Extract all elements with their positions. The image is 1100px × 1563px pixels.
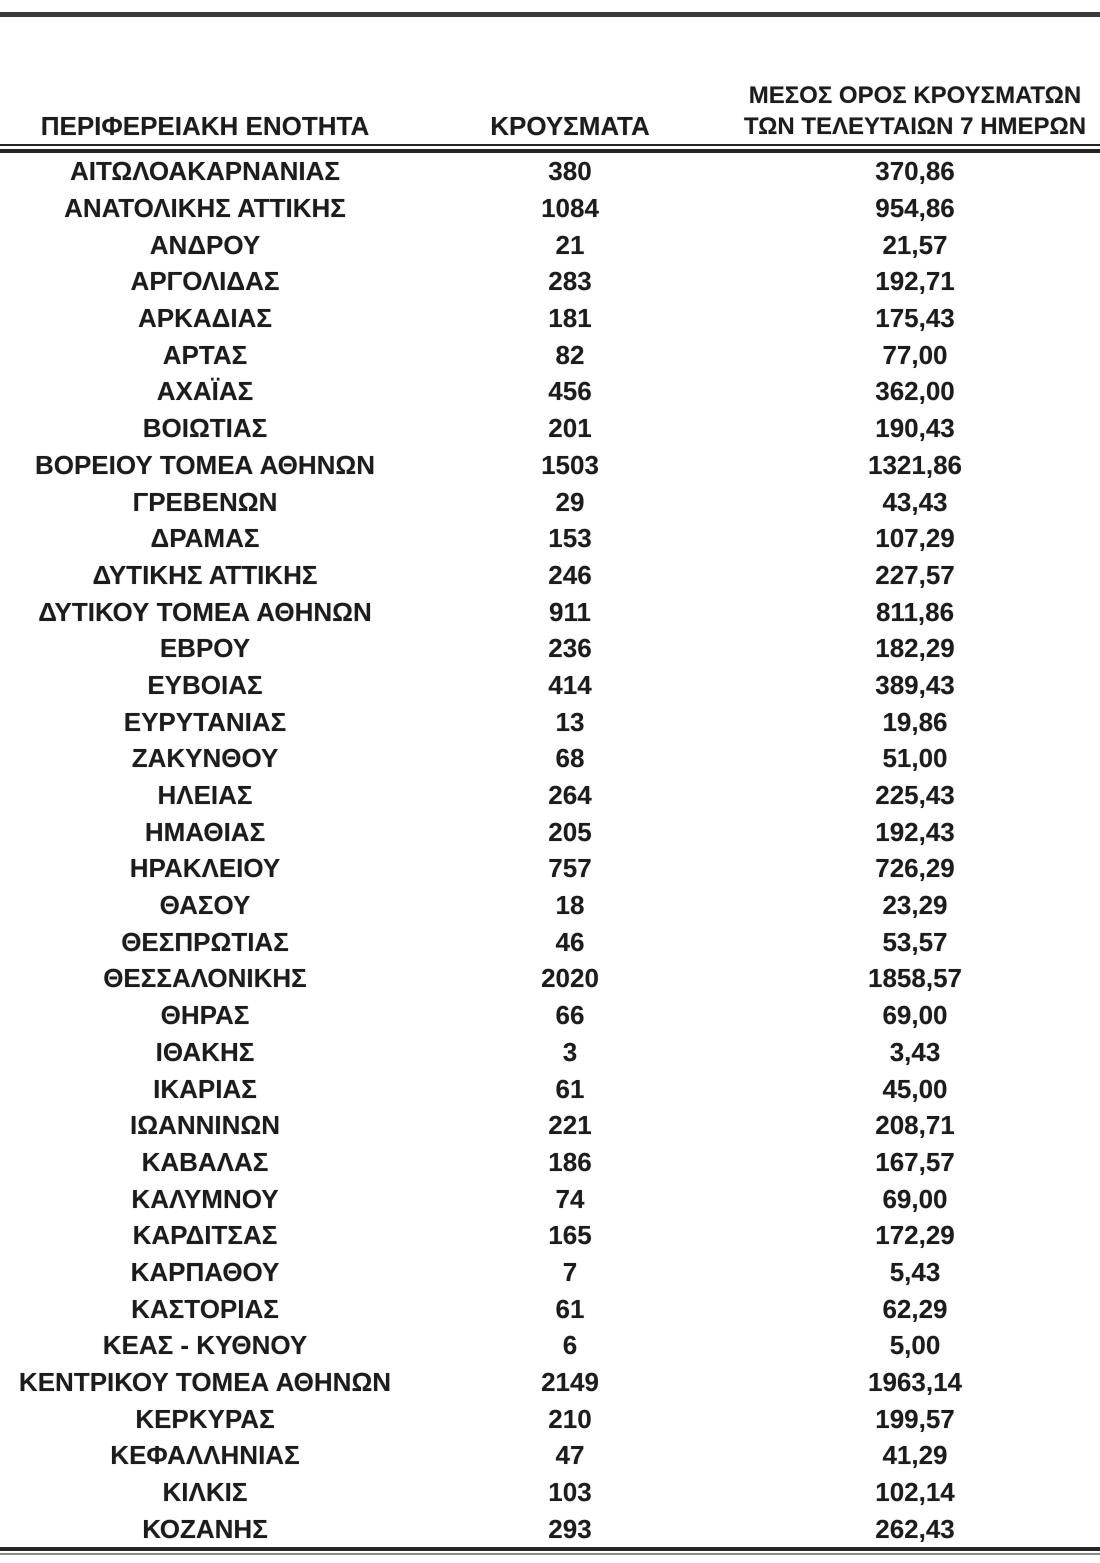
region-cell: ΚΑΒΑΛΑΣ — [141, 1146, 269, 1177]
avg-7-days-cell: 227,57 — [875, 559, 955, 590]
table-row — [0, 960, 1100, 997]
bottom-border-line — [0, 1547, 1100, 1555]
cases-cell: 66 — [555, 1000, 585, 1031]
region-cell: ΖΑΚΥΝΘΟΥ — [131, 743, 279, 774]
region-cell: ΘΑΣΟΥ — [159, 890, 251, 921]
region-cell: ΑΝΔΡΟΥ — [149, 229, 261, 260]
table-row — [0, 373, 1100, 410]
avg-7-days-cell: 190,43 — [875, 413, 955, 444]
avg-7-days-cell: 192,71 — [875, 266, 955, 297]
column-header-regional-unit: ΠΕΡΙΦΕΡΕΙΑΚΗ ΕΝΟΤΗΤΑ — [40, 111, 370, 141]
region-cell: ΑΡΓΟΛΙΔΑΣ — [130, 266, 280, 297]
cases-cell: 911 — [549, 596, 591, 627]
table-row — [0, 1107, 1100, 1144]
table-row — [0, 1290, 1100, 1327]
region-cell: ΕΥΒΟΙΑΣ — [147, 669, 263, 700]
cases-cell: 61 — [555, 1073, 585, 1104]
table-row — [0, 520, 1100, 557]
region-cell: ΚΕΦΑΛΛΗΝΙΑΣ — [110, 1440, 300, 1471]
avg-7-days-cell: 102,14 — [875, 1477, 955, 1508]
table-row — [0, 850, 1100, 887]
table-row — [0, 923, 1100, 960]
cases-cell: 246 — [548, 559, 592, 590]
cases-cell: 61 — [555, 1293, 585, 1324]
region-cell: ΚΙΛΚΙΣ — [162, 1477, 248, 1508]
column-header-avg-line2: ΤΩΝ ΤΕΛΕΥΤΑΙΩΝ 7 ΗΜΕΡΩΝ — [743, 113, 1087, 140]
table-row — [0, 593, 1100, 630]
table-row — [0, 1327, 1100, 1364]
avg-7-days-cell: 175,43 — [875, 303, 955, 334]
table-row — [0, 740, 1100, 777]
region-cell: ΑΡΤΑΣ — [162, 339, 248, 370]
avg-7-days-cell: 954,86 — [875, 193, 955, 224]
cases-cell: 2149 — [541, 1367, 599, 1398]
avg-7-days-cell: 225,43 — [875, 780, 955, 811]
cases-cell: 293 — [548, 1513, 592, 1544]
region-cell: ΑΡΚΑΔΙΑΣ — [138, 303, 272, 334]
column-header-avg-line1: ΜΕΣΟΣ ΟΡΟΣ ΚΡΟΥΣΜΑΤΩΝ — [748, 82, 1082, 109]
column-header-avg-7-days — [730, 80, 1100, 144]
avg-7-days-cell: 5,00 — [889, 1330, 941, 1361]
cases-cell: 46 — [555, 926, 585, 957]
table-row — [0, 1364, 1100, 1401]
cases-cell: 380 — [548, 156, 592, 187]
cases-cell: 205 — [548, 816, 592, 847]
region-cell: ΚΕΑΣ - ΚΥΘΝΟΥ — [102, 1330, 308, 1361]
column-header-cases: ΚΡΟΥΣΜΑΤΑ — [490, 111, 650, 141]
header-divider-line — [0, 144, 1100, 153]
table-row — [0, 1070, 1100, 1107]
avg-7-days-cell: 23,29 — [882, 890, 948, 921]
table-row — [0, 483, 1100, 520]
table-body — [0, 153, 1100, 1547]
table-row — [0, 557, 1100, 594]
avg-7-days-cell: 3,43 — [889, 1036, 941, 1067]
cases-cell: 236 — [548, 633, 592, 664]
cases-cell: 181 — [548, 303, 592, 334]
region-cell: ΚΑΡΠΑΘΟΥ — [130, 1256, 280, 1287]
table-row — [0, 997, 1100, 1034]
table-row — [0, 1400, 1100, 1437]
table-row — [0, 190, 1100, 227]
region-cell: ΕΥΡΥΤΑΝΙΑΣ — [123, 706, 287, 737]
avg-7-days-cell: 262,43 — [875, 1513, 955, 1544]
cases-cell: 103 — [548, 1477, 592, 1508]
table-row — [0, 1217, 1100, 1254]
cases-cell: 1084 — [541, 193, 599, 224]
table-row — [0, 153, 1100, 190]
table-row — [0, 1437, 1100, 1474]
cases-cell: 18 — [555, 890, 585, 921]
table-row — [0, 300, 1100, 337]
cases-cell: 7 — [562, 1256, 578, 1287]
region-cell: ΒΟΙΩΤΙΑΣ — [142, 413, 268, 444]
cases-cell: 3 — [562, 1036, 578, 1067]
cases-cell: 47 — [555, 1440, 585, 1471]
region-cell: ΑΙΤΩΛΟΑΚΑΡΝΑΝΙΑΣ — [69, 156, 341, 187]
region-cell: ΚΟΖΑΝΗΣ — [142, 1513, 268, 1544]
region-cell: ΗΜΑΘΙΑΣ — [144, 816, 266, 847]
table-header-row — [0, 78, 1100, 144]
table-row — [0, 667, 1100, 704]
region-cell: ΗΡΑΚΛΕΙΟΥ — [129, 853, 281, 884]
table-row — [0, 410, 1100, 447]
avg-7-days-cell: 370,86 — [875, 156, 955, 187]
top-border-line — [0, 12, 1100, 17]
avg-7-days-cell: 1963,14 — [868, 1367, 962, 1398]
region-cell: ΔΥΤΙΚΟΥ ΤΟΜΕΑ ΑΘΗΝΩΝ — [38, 596, 372, 627]
avg-7-days-cell: 172,29 — [875, 1220, 955, 1251]
table-row — [0, 1180, 1100, 1217]
region-cell: ΘΕΣΣΑΛΟΝΙΚΗΣ — [103, 963, 307, 994]
table-row — [0, 447, 1100, 484]
region-cell: ΙΘΑΚΗΣ — [155, 1036, 255, 1067]
cases-cell: 29 — [555, 486, 585, 517]
table-row — [0, 226, 1100, 263]
region-cell: ΓΡΕΒΕΝΩΝ — [132, 486, 278, 517]
cases-cell: 165 — [548, 1220, 592, 1251]
avg-7-days-cell: 41,29 — [882, 1440, 948, 1471]
table-row — [0, 813, 1100, 850]
avg-7-days-cell: 69,00 — [882, 1000, 948, 1031]
avg-7-days-cell: 5,43 — [889, 1256, 941, 1287]
cases-cell: 264 — [548, 780, 592, 811]
avg-7-days-cell: 167,57 — [875, 1146, 955, 1177]
table-row — [0, 1474, 1100, 1511]
avg-7-days-cell: 21,57 — [882, 229, 948, 260]
table-row — [0, 263, 1100, 300]
avg-7-days-cell: 726,29 — [875, 853, 955, 884]
cases-cell: 221 — [548, 1110, 592, 1141]
region-cell: ΔΥΤΙΚΗΣ ΑΤΤΙΚΗΣ — [92, 559, 318, 590]
cases-cell: 210 — [548, 1403, 592, 1434]
region-cell: ΑΝΑΤΟΛΙΚΗΣ ΑΤΤΙΚΗΣ — [64, 193, 346, 224]
table-row — [0, 630, 1100, 667]
cases-cell: 414 — [548, 669, 592, 700]
region-cell: ΙΚΑΡΙΑΣ — [153, 1073, 257, 1104]
table-row — [0, 1034, 1100, 1071]
cases-cell: 68 — [555, 743, 585, 774]
cases-cell: 74 — [555, 1183, 585, 1214]
avg-7-days-cell: 182,29 — [875, 633, 955, 664]
table-row — [0, 1254, 1100, 1291]
table-row — [0, 1144, 1100, 1181]
region-cell: ΔΡΑΜΑΣ — [150, 523, 260, 554]
avg-7-days-cell: 43,43 — [882, 486, 948, 517]
region-cell: ΚΑΛΥΜΝΟΥ — [131, 1183, 279, 1214]
avg-7-days-cell: 362,00 — [875, 376, 955, 407]
cases-cell: 456 — [548, 376, 592, 407]
avg-7-days-cell: 77,00 — [882, 339, 948, 370]
region-cell: ΚΑΣΤΟΡΙΑΣ — [131, 1293, 279, 1324]
cases-cell: 6 — [562, 1330, 578, 1361]
region-cell: ΘΗΡΑΣ — [160, 1000, 250, 1031]
avg-7-days-cell: 45,00 — [882, 1073, 948, 1104]
region-cell: ΚΕΡΚΥΡΑΣ — [135, 1403, 275, 1434]
avg-7-days-cell: 69,00 — [882, 1183, 948, 1214]
regional-cases-table — [0, 78, 1100, 1555]
avg-7-days-cell: 389,43 — [875, 669, 955, 700]
table-row — [0, 777, 1100, 814]
avg-7-days-cell: 1858,57 — [868, 963, 962, 994]
region-cell: ΕΒΡΟΥ — [159, 633, 251, 664]
cases-cell: 283 — [548, 266, 592, 297]
avg-7-days-cell: 192,43 — [875, 816, 955, 847]
cases-cell: 186 — [548, 1146, 592, 1177]
avg-7-days-cell: 19,86 — [882, 706, 948, 737]
region-cell: ΒΟΡΕΙΟΥ ΤΟΜΕΑ ΑΘΗΝΩΝ — [34, 449, 376, 480]
cases-cell: 2020 — [541, 963, 599, 994]
avg-7-days-cell: 51,00 — [882, 743, 948, 774]
table-row — [0, 887, 1100, 924]
avg-7-days-cell: 811,86 — [875, 596, 955, 627]
region-cell: ΚΑΡΔΙΤΣΑΣ — [132, 1220, 278, 1251]
table-row — [0, 336, 1100, 373]
cases-cell: 757 — [548, 853, 592, 884]
region-cell: ΙΩΑΝΝΙΝΩΝ — [129, 1110, 281, 1141]
cases-cell: 21 — [555, 229, 585, 260]
avg-7-days-cell: 62,29 — [882, 1293, 948, 1324]
cases-cell: 82 — [555, 339, 585, 370]
avg-7-days-cell: 199,57 — [875, 1403, 955, 1434]
avg-7-days-cell: 1321,86 — [868, 449, 962, 480]
avg-7-days-cell: 208,71 — [875, 1110, 955, 1141]
region-cell: ΘΕΣΠΡΩΤΙΑΣ — [121, 926, 289, 957]
region-cell: ΗΛΕΙΑΣ — [157, 780, 253, 811]
cases-cell: 1503 — [541, 449, 599, 480]
avg-7-days-cell: 53,57 — [882, 926, 948, 957]
table-row — [0, 1510, 1100, 1547]
table-row — [0, 703, 1100, 740]
region-cell: ΑΧΑΪΑΣ — [156, 376, 254, 407]
cases-cell: 201 — [548, 413, 592, 444]
cases-cell: 153 — [548, 523, 592, 554]
cases-cell: 13 — [555, 706, 585, 737]
avg-7-days-cell: 107,29 — [875, 523, 955, 554]
region-cell: ΚΕΝΤΡΙΚΟΥ ΤΟΜΕΑ ΑΘΗΝΩΝ — [18, 1367, 392, 1398]
